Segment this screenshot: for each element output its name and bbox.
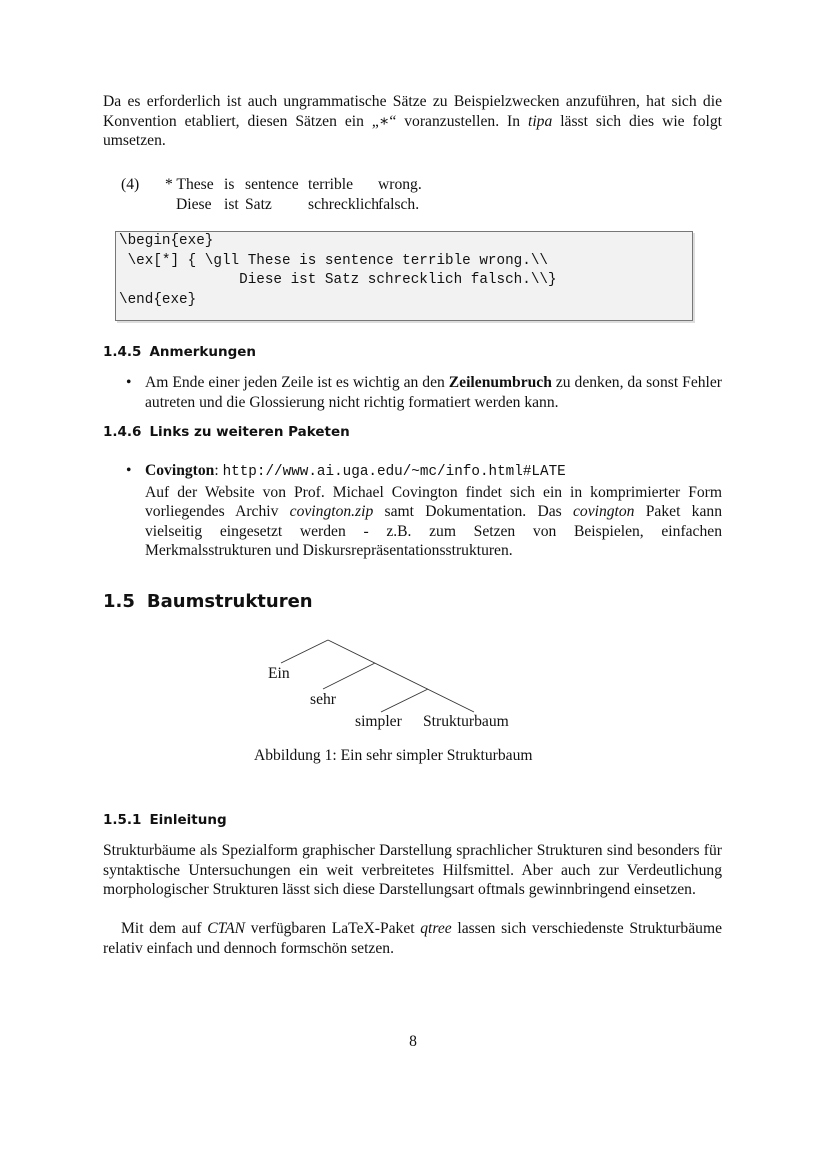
paragraph: Strukturbäume als Spezialform graphischer Darstellung sprachlicher Strukturen sind besonders für syntaktische Untersuchungen ein weit verbreitetes Hilfsmittel. Aber auch zur Verdeutlichung morphologischer Strukturen lässt sich diese Darstellungsart oftmals gewinnbringend einsetzen. — [103, 842, 722, 898]
text: Da es erforderlich ist auch ungrammatische Sätze zu Beispielzwecken anzuführen, hat sich die Konvention etabliert, diesen Sätzen ein „∗“ voranzustellen. In — [103, 93, 722, 130]
section-title: Anmerkungen — [149, 344, 257, 360]
section-number: 1.4.5 — [103, 344, 142, 360]
text: verfügbaren LaTeX-Paket — [245, 920, 421, 937]
code-line: Diese ist Satz schrecklich falsch.\\} — [119, 272, 557, 288]
section-title: Baumstrukturen — [146, 591, 313, 612]
section-heading-einleitung — [103, 811, 227, 831]
code-line: \begin{exe} — [119, 233, 214, 249]
section-number: 1.5.1 — [103, 812, 142, 828]
page-number: 8 — [409, 1033, 417, 1050]
text: Paket kann vielseitig eingesetzt werden - z.B. zum Setzen von Beispielen, einfachen Merkmalsstrukturen und Diskursrepräsentationsstrukturen. — [145, 503, 722, 559]
section-title: Links zu weiteren Paketen — [149, 424, 350, 440]
text: samt Dokumentation. Das — [373, 503, 573, 520]
section-number: 1.5 — [103, 591, 135, 612]
text: Auf der Website von Prof. Michael Covington findet sich ein in komprimierter Form vorliegendes Archiv — [145, 483, 722, 520]
gloss-word: wrong. — [378, 176, 422, 193]
tree-leaf: simpler — [355, 713, 402, 730]
tree-branch — [323, 663, 375, 689]
tree-leaf: Strukturbaum — [423, 713, 509, 730]
italic-term: covington.zip — [289, 503, 374, 520]
gloss-word: schrecklich — [308, 196, 380, 213]
tree-branch — [381, 689, 428, 712]
gloss-word: Diese — [176, 196, 212, 213]
figure-caption: Abbildung 1: Ein sehr simpler Strukturbaum — [254, 747, 533, 764]
italic-term: qtree — [420, 920, 452, 937]
bold-term: Zeilenumbruch — [448, 374, 552, 391]
section-number: 1.4.6 — [103, 424, 142, 440]
italic-term: tipa — [528, 112, 553, 130]
text: lässt sich dies wie folgt umsetzen. — [103, 112, 722, 149]
gloss-word: ist — [224, 196, 239, 213]
gloss-word: terrible — [308, 176, 354, 193]
tree-leaf: sehr — [310, 691, 336, 708]
tree-branch — [281, 640, 328, 663]
gloss-word: Satz — [245, 196, 272, 213]
italic-term: covington — [572, 503, 635, 520]
code-line: \ex[*] { \gll These is sentence terrible wrong.\\ — [119, 252, 548, 269]
italic-term: CTAN — [207, 920, 246, 937]
bullet-icon: • — [126, 462, 132, 479]
text: zu denken, da sonst Fehler autreten und die Glossierung nicht richtig formatiert werden kann. — [145, 374, 722, 411]
gloss-word: sentence — [245, 176, 299, 193]
text: : — [214, 462, 223, 479]
section-title: Einleitung — [149, 812, 227, 828]
code-line: \end{exe} — [119, 291, 197, 308]
bullet-icon: • — [126, 374, 132, 391]
tree-leaf: Ein — [268, 665, 290, 682]
gloss-word: falsch. — [378, 196, 420, 213]
paragraph — [103, 919, 722, 958]
text: Mit dem auf — [121, 920, 208, 937]
gloss-word: is — [224, 176, 235, 193]
text: lassen sich verschiedenste Strukturbäume relativ einfach und dennoch formschön setzen. — [103, 920, 722, 957]
text: Am Ende einer jeden Zeile ist es wichtig an den — [145, 374, 449, 391]
example-number: (4) — [121, 176, 140, 193]
gloss-word: * These — [165, 176, 214, 193]
package-url-link[interactable]: http://www.ai.uga.edu/~mc/info.html#LATE — [222, 464, 566, 480]
package-name: Covington — [145, 462, 215, 479]
